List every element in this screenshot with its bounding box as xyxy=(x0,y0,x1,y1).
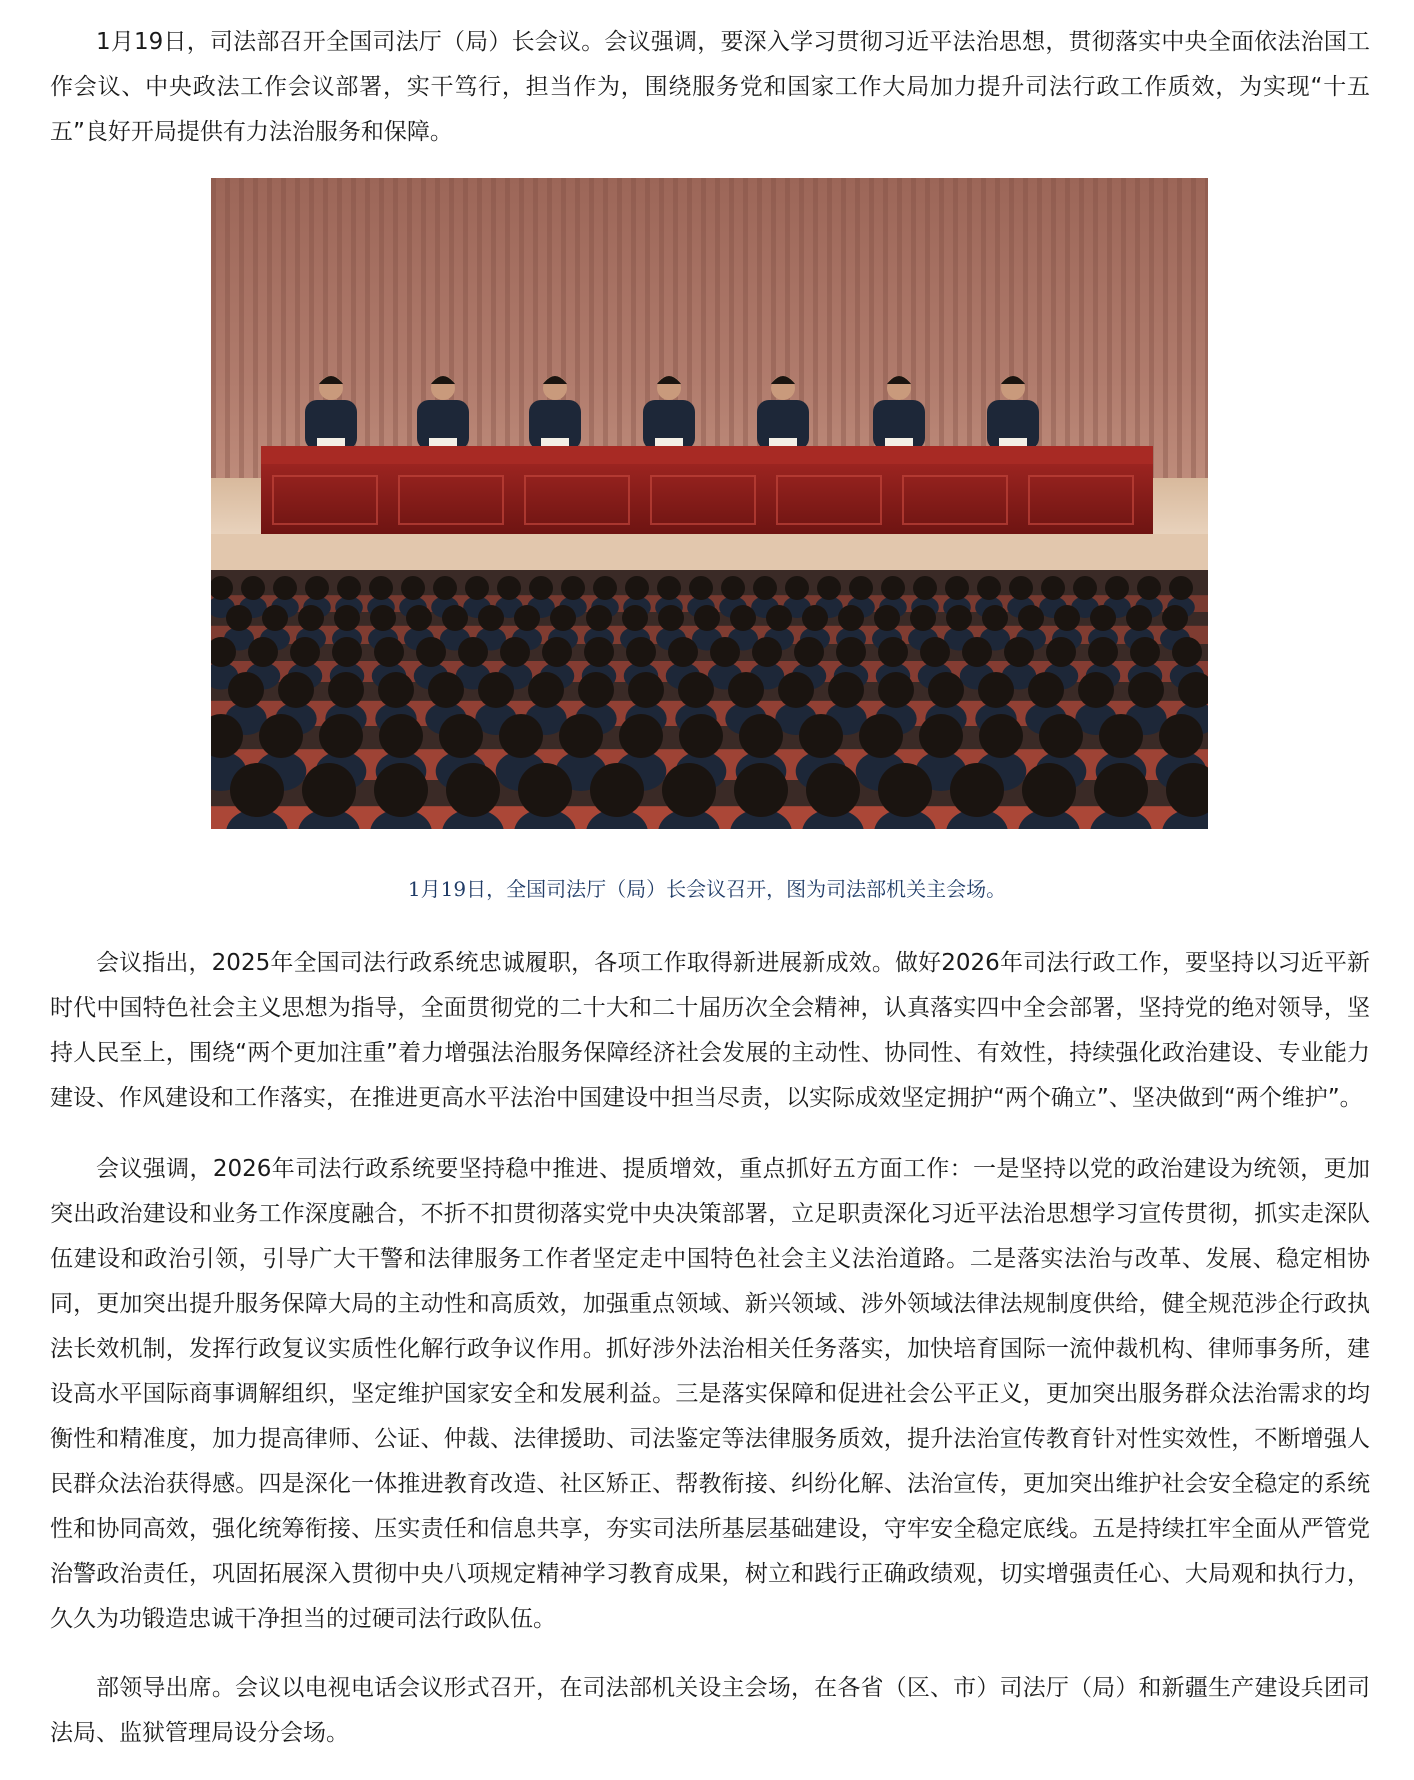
stage-front xyxy=(211,534,1208,574)
audience-head xyxy=(794,637,824,667)
audience-head xyxy=(919,714,963,758)
audience-head xyxy=(979,714,1023,758)
audience-head xyxy=(369,576,393,600)
audience-head xyxy=(806,763,860,817)
audience-head xyxy=(374,637,404,667)
audience-head xyxy=(332,637,362,667)
audience-head xyxy=(849,576,873,600)
audience-head xyxy=(1073,576,1097,600)
audience-head xyxy=(977,576,1001,600)
audience-head xyxy=(528,672,564,708)
curtain-fold xyxy=(1163,178,1168,508)
name-card xyxy=(885,438,913,447)
curtain-fold xyxy=(225,178,230,508)
audience-head xyxy=(1004,637,1034,667)
photo-canvas xyxy=(211,178,1208,829)
audience-head xyxy=(730,605,756,631)
audience-head xyxy=(619,714,663,758)
audience-head xyxy=(962,637,992,667)
audience-head xyxy=(1046,637,1076,667)
audience-head xyxy=(1039,714,1083,758)
audience-head xyxy=(1105,576,1129,600)
audience-head xyxy=(1099,714,1143,758)
audience-head xyxy=(678,672,714,708)
audience-head xyxy=(982,605,1008,631)
audience-head xyxy=(658,605,684,631)
audience-head xyxy=(668,637,698,667)
audience-head xyxy=(518,763,572,817)
paragraph-five-tasks: 会议强调，2026年司法行政系统要坚持稳中推进、提质增效，重点抓好五方面工作：一是坚持以党的政治建设为统领，更加突出政治建设和业务工作深度融合，不折不扣贯彻落实党中央决策部署，立足职责深化习近平法治思想学习宣传贯彻，抓实走深队伍建设和政治引领，引导广大干警和法律服务工作者坚定走中国特色社会主义法治道路。二是落实法治与改革、发展、稳定相协同，更加突出提升服务保障大局的主动性和高质效，加强重点领域、新兴领域、涉外领域法律法规制度供给，健全规范涉企行政执法长效机制，发挥行政复议实质性化解行政争议作用。抓好涉外法治相关任务落实，加快培育国际一流仲裁机构、律师事务所，建设高水平国际商事调解组织，坚定维护国家安全和发展利益。三是落实保障和促进社会公平正义，更加突出服务群众法治需求的均衡性和精准度，加力提高律师、公证、仲裁、法律援助、司法鉴定等法律服务质效，提升法治宣传教育针对性实效性，不断增强人民群众法治获得感。四是深化一体推进教育改造、社区矫正、帮教衔接、纠纷化解、法治宣传，更加突出维护社会安全稳定的系统性和协同高效，强化统筹衔接、压实责任和信息共享，夯实司法所基层基础建设，守牢安全稳定底线。五是持续扛牢全面从严管党治警政治责任，巩固拓展深入贯彻中央八项规定精神学习教育成果，树立和践行正确政绩观，切实增强责任心、大局观和执行力，久久为功锻造忠诚干净担当的过硬司法行政队伍。 xyxy=(50,1156,1370,1632)
audience-head xyxy=(406,605,432,631)
paragraph-intro: 1月19日，司法部召开全国司法厅（局）长会议。会议强调，要深入学习贯彻习近平法治思想，贯彻落实中央全面依法治国工作会议、中央政法工作会议部署，实干笃行，担当作为，围绕服务党和国家工作大局加力提升司法行政工作质效，为实现“十五五”良好开局提供有力法治服务和保障。 xyxy=(50,29,1370,145)
audience-head xyxy=(622,605,648,631)
audience-head xyxy=(478,605,504,631)
curtain-fold xyxy=(1205,178,1208,508)
curtain-fold xyxy=(1191,178,1196,508)
audience-head xyxy=(710,637,740,667)
paragraph-meeting-points: 会议指出，2025年全国司法行政系统忠诚履职，各项工作取得新进展新成效。做好2026年司法行政工作，要坚持以习近平新时代中国特色社会主义思想为指导，全面贯彻党的二十大和二十届历次全会精神，认真落实四中全会部署，坚持党的绝对领导，坚持人民至上，围绕“两个更加注重”着力增强法治服务保障经济社会发展的主动性、协同性、有效性，持续强化政治建设、专业能力建设、作风建设和工作落实，在推进更高水平法治中国建设中担当尽责，以实际成效坚定拥护“两个确立”、坚决做到“两个维护”。 xyxy=(50,950,1370,1111)
audience-head xyxy=(370,605,396,631)
audience-head xyxy=(1022,763,1076,817)
audience-head xyxy=(694,605,720,631)
audience-head xyxy=(542,637,572,667)
name-card xyxy=(429,438,457,447)
audience-head xyxy=(278,672,314,708)
audience-head xyxy=(590,763,644,817)
curtain-fold xyxy=(239,178,244,508)
audience-head xyxy=(689,576,713,600)
audience-head xyxy=(1028,672,1064,708)
audience-head xyxy=(228,672,264,708)
name-card xyxy=(541,438,569,447)
audience-head xyxy=(378,672,414,708)
audience-head xyxy=(1054,605,1080,631)
audience-head xyxy=(945,576,969,600)
audience-head xyxy=(766,605,792,631)
photo-caption: 1月19日，全国司法厅（局）长会议召开，图为司法部机关主会场。 xyxy=(407,877,1007,901)
audience-head xyxy=(920,637,950,667)
audience-head xyxy=(628,672,664,708)
audience-head xyxy=(1090,605,1116,631)
audience-head xyxy=(259,714,303,758)
audience-head xyxy=(230,763,284,817)
audience-head xyxy=(593,576,617,600)
audience-head xyxy=(1130,637,1160,667)
paragraph-attendance: 部领导出席。会议以电视电话会议形式召开，在司法部机关设主会场，在各省（区、市）司法厅（局）和新疆生产建设兵团司法局、监狱管理局设分会场。 xyxy=(50,1675,1370,1746)
audience-head xyxy=(721,576,745,600)
audience-head xyxy=(878,637,908,667)
audience-head xyxy=(859,714,903,758)
audience-head xyxy=(401,576,425,600)
audience-head xyxy=(514,605,540,631)
audience-head xyxy=(478,672,514,708)
audience-head xyxy=(584,637,614,667)
audience-head xyxy=(497,576,521,600)
name-card xyxy=(769,438,797,447)
audience-head xyxy=(305,576,329,600)
audience-head xyxy=(290,637,320,667)
audience-head xyxy=(550,605,576,631)
name-card xyxy=(999,438,1027,447)
meeting-hall-photo xyxy=(211,178,1208,829)
audience-head xyxy=(1159,714,1203,758)
audience-head xyxy=(626,637,656,667)
audience-head xyxy=(878,672,914,708)
audience-head xyxy=(1162,605,1188,631)
audience-head xyxy=(578,672,614,708)
audience-head xyxy=(262,605,288,631)
audience-head xyxy=(1137,576,1161,600)
audience-head xyxy=(446,763,500,817)
audience-head xyxy=(559,714,603,758)
audience-head xyxy=(428,672,464,708)
audience-head xyxy=(881,576,905,600)
curtain-fold xyxy=(253,178,258,508)
audience-head xyxy=(1126,605,1152,631)
audience-head xyxy=(838,605,864,631)
audience-head xyxy=(1094,763,1148,817)
audience-head xyxy=(226,605,252,631)
audience-head xyxy=(1172,637,1202,667)
curtain-fold xyxy=(1177,178,1182,508)
audience-head xyxy=(1169,576,1193,600)
audience-head xyxy=(950,763,1004,817)
audience-head xyxy=(910,605,936,631)
audience-head xyxy=(913,576,937,600)
audience-head xyxy=(561,576,585,600)
audience-head xyxy=(465,576,489,600)
presidium-table-top xyxy=(261,446,1153,464)
audience-head xyxy=(416,637,446,667)
audience-head xyxy=(319,714,363,758)
audience-head xyxy=(1088,637,1118,667)
name-card xyxy=(317,438,345,447)
audience-head xyxy=(302,763,356,817)
audience-head xyxy=(1078,672,1114,708)
audience-head xyxy=(662,763,716,817)
audience-head xyxy=(752,637,782,667)
audience-head xyxy=(946,605,972,631)
audience-head xyxy=(679,714,723,758)
audience-head xyxy=(442,605,468,631)
audience-head xyxy=(328,672,364,708)
audience-head xyxy=(458,637,488,667)
audience-head xyxy=(874,605,900,631)
audience-head xyxy=(799,714,843,758)
audience-head xyxy=(334,605,360,631)
audience-head xyxy=(1041,576,1065,600)
audience-head xyxy=(657,576,681,600)
audience-head xyxy=(753,576,777,600)
audience-head xyxy=(298,605,324,631)
audience-head xyxy=(1128,672,1164,708)
audience-head xyxy=(828,672,864,708)
audience-head xyxy=(978,672,1014,708)
audience-head xyxy=(379,714,423,758)
audience-head xyxy=(778,672,814,708)
audience-head xyxy=(739,714,783,758)
audience-head xyxy=(586,605,612,631)
audience-head xyxy=(836,637,866,667)
curtain-fold xyxy=(211,178,216,508)
audience-head xyxy=(1009,576,1033,600)
audience-head xyxy=(928,672,964,708)
audience-head xyxy=(439,714,483,758)
audience-head xyxy=(241,576,265,600)
audience-head xyxy=(728,672,764,708)
audience-head xyxy=(817,576,841,600)
audience-head xyxy=(1018,605,1044,631)
audience-head xyxy=(337,576,361,600)
audience-head xyxy=(802,605,828,631)
audience-head xyxy=(433,576,457,600)
audience-head xyxy=(374,763,428,817)
audience-head xyxy=(529,576,553,600)
audience-head xyxy=(273,576,297,600)
audience-head xyxy=(625,576,649,600)
audience-head xyxy=(500,637,530,667)
audience-head xyxy=(499,714,543,758)
audience-head xyxy=(878,763,932,817)
name-card xyxy=(655,438,683,447)
audience-head xyxy=(248,637,278,667)
audience-head xyxy=(734,763,788,817)
audience-head xyxy=(785,576,809,600)
